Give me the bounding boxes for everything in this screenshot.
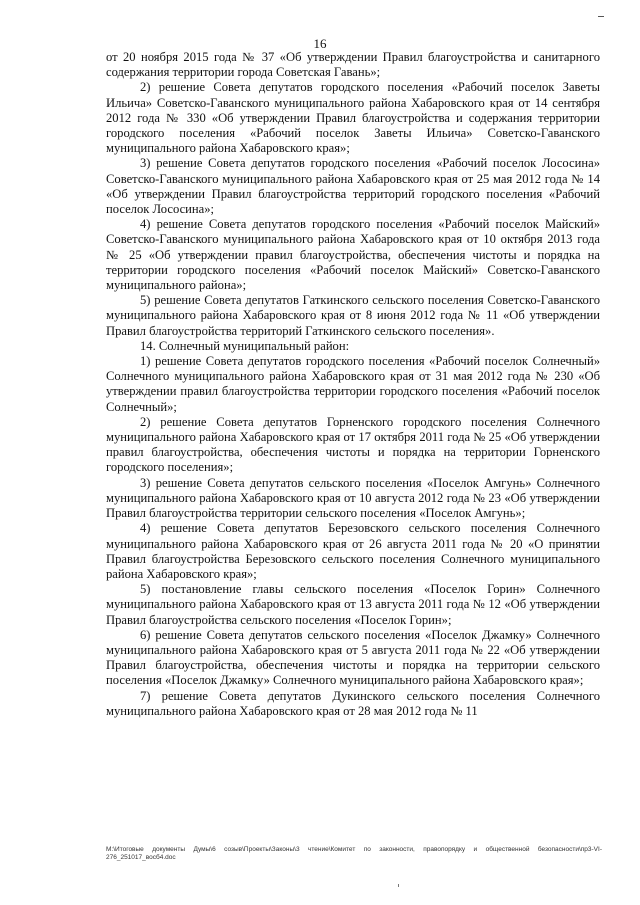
list-item-paragraph: 1) решение Совета депутатов городского поселения «Рабочий поселок Солнечный» Солнечного муниципального района Хабаровского края от 31 мая 2012 года № 230 «Об утверждении правил благоустройства территории городского поселения «Рабочий поселок Солнечный»; [106,354,600,414]
file-path-footer: M:\Итоговые документы Думы\6 созыв\Проекты\Законы\3 чтение\Комитет по законности, правопорядку и общественной безопасности\пр3-VI-276_251017_восб4.doc [106,846,602,861]
list-item-paragraph: 4) решение Совета депутатов Березовского сельского поселения Солнечного муниципального района Хабаровского края от 26 августа 2011 года № 20 «О принятии Правил благоустройства Березовского сельского поселения Солнечного муниципального района Хабаровского края»; [106,521,600,581]
paragraph-continuation: от 20 ноября 2015 года № 37 «Об утверждении Правил благоустройства и санитарного содержания территории города Советская Гавань»; [106,50,600,80]
page-number: 16 [313,36,327,51]
scan-mark [598,16,604,17]
list-item-paragraph: 2) решение Совета депутатов городского поселения «Рабочий поселок Заветы Ильича» Советско-Гаванского муниципального района Хабаровского края от 14 сентября 2012 года № 330 «Об утверждении Правил благоустройства и содержания территории городского поселения «Рабочий поселок Заветы Ильича» Советско-Гаванского муниципального района Хабаровского края»; [106,80,600,156]
list-item-paragraph: 5) решение Совета депутатов Гаткинского сельского поселения Советско-Гаванского муниципального района Хабаровского края от 8 июня 2012 года № 11 «Об утверждении Правил благоустройства территорий Гаткинского сельского поселения». [106,293,600,338]
list-item-paragraph: 6) решение Совета депутатов сельского поселения «Поселок Джамку» Солнечного муниципального района Хабаровского края от 5 августа 2011 года № 22 «Об утверждении Правил благоустройства, обеспечения чистоты и порядка на территории сельского поселения «Поселок Джамку» Солнечного муниципального района Хабаровского края»; [106,627,600,688]
list-item-paragraph: 3) решение Совета депутатов городского поселения «Рабочий поселок Лососина» Советско-Гаванского муниципального района Хабаровского края от 25 мая 2012 года № 14 «Об утверждении Правил благоустройства территорий городского поселения «Рабочий поселок Лососина»; [106,156,600,217]
list-item-paragraph: 3) решение Совета депутатов сельского поселения «Поселок Амгунь» Солнечного муниципального района Хабаровского края от 10 августа 2012 года № 23 «Об утверждении Правил благоустройства территории сельского поселения «Поселок Амгунь»; [106,475,600,521]
list-item-paragraph: 4) решение Совета депутатов городского поселения «Рабочий поселок Майский» Советско-Гаванского муниципального района Хабаровского края от 10 октября 2013 года № 25 «Об утверждении правил благоустройства, обеспечения чистоты и порядка на территории городского поселения «Рабочий поселок Майский» Советско-Гаванского муниципального района»; [106,217,600,293]
list-item-paragraph: 5) постановление главы сельского поселения «Поселок Горин» Солнечного муниципального района Хабаровского края от 13 августа 2011 года № 12 «Об утверждении Правил благоустройства сельского поселения «Поселок Горин»; [106,582,600,627]
list-item-paragraph: 14. Солнечный муниципальный район: [140,338,350,353]
list-item-paragraph: 2) решение Совета депутатов Горненского городского поселения Солнечного муниципального района Хабаровского края от 17 октября 2011 года № 25 «Об утверждении правил благоустройства, обеспечения чистоты и порядка на территории Горненского городского поселения»; [106,414,600,475]
document-body [106,50,600,719]
scan-mark [398,884,399,887]
list-item-paragraph: 7) решение Совета депутатов Дукинского сельского поселения Солнечного муниципального района Хабаровского края от 28 мая 2012 года № 11 [106,688,600,718]
